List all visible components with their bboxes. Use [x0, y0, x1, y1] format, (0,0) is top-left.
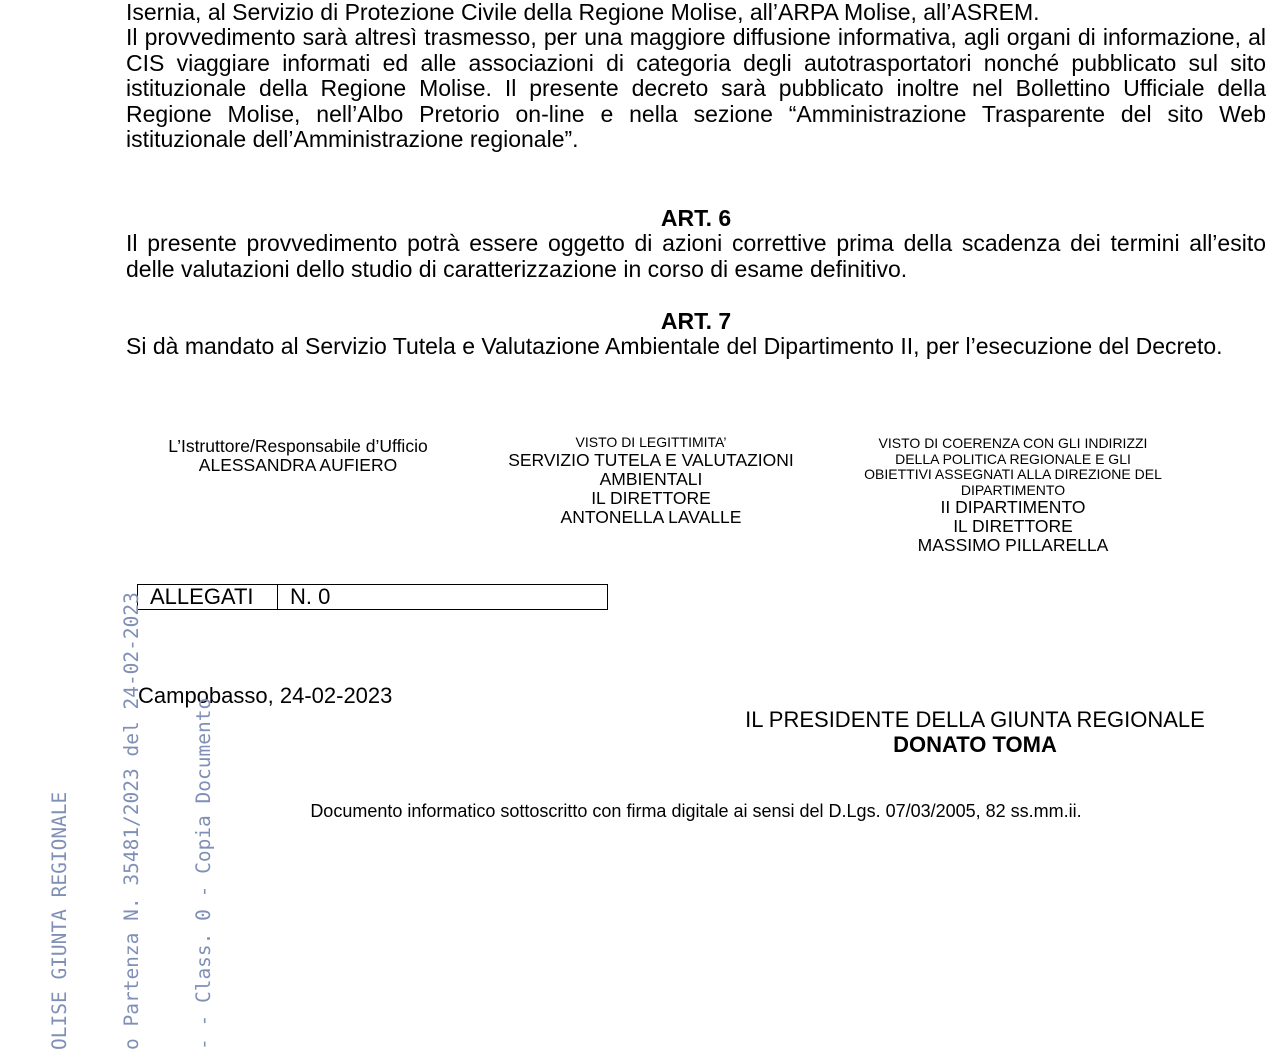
istruttore-signature-block — [148, 437, 448, 475]
president-title: IL PRESIDENTE DELLA GIUNTA REGIONALE — [745, 707, 1205, 732]
legittimita-role: IL DIRETTORE — [591, 487, 711, 508]
art-7-text: Si dà mandato al Servizio Tutela e Valutazione Ambientale del Dipartimento II, per l’esecuzione del Decreto. — [126, 333, 1223, 359]
coerenza-header-line2: DELLA POLITICA REGIONALE E GLI — [895, 450, 1131, 467]
legittimita-signature-block — [490, 435, 812, 527]
legittimita-service-line1: SERVIZIO TUTELA E VALUTAZIONI — [508, 449, 794, 470]
president-signature-block — [700, 707, 1250, 757]
coerenza-header-line3: OBIETTIVI ASSEGNATI ALLA DIREZIONE DEL — [864, 466, 1162, 482]
art-6-heading: ART. 6 — [660, 205, 732, 231]
coerenza-signature-block — [838, 436, 1188, 555]
watermark-line3: - - Class. 0 - Copia Documento — [192, 697, 215, 1050]
watermark-line2: o Partenza N. 35481/2023 del 24-02-2023 — [120, 592, 143, 1050]
legittimita-service-line2: AMBIENTALI — [599, 468, 703, 489]
dissemination-paragraph: Il provvedimento sarà altresì trasmesso, per una maggiore diffusione informativa, agli organi di informazione, al CIS viaggiare informati ed alle associazioni di categoria degli autotrasportatori nonché pubblicato sul sito istituzionale della Regione Molise. Il presente decreto sarà pubblicato inoltre nel Bollettino Ufficiale della Regione Molise, nell’Albo Pretorio on-line e nella sezione “Amministrazione Trasparente del sito Web istituzionale dell’Amministrazione regionale”. — [126, 24, 1266, 153]
allegati-label: ALLEGATI — [138, 585, 278, 609]
watermark-line1: OLISE GIUNTA REGIONALE — [48, 791, 71, 1050]
coerenza-role: IL DIRETTORE — [953, 516, 1073, 536]
legittimita-header: VISTO DI LEGITTIMITA’ — [575, 434, 727, 450]
coerenza-header-line4: DIPARTIMENTO — [960, 481, 1066, 498]
art-6-text: Il presente provvedimento potrà essere oggetto di azioni correttive prima della scadenza dei termini all’esito delle valutazioni dello studio di caratterizzazione in corso di esame definitivo. — [126, 230, 1266, 282]
coerenza-department: II DIPARTIMENTO — [940, 497, 1086, 517]
allegati-value: N. 0 — [290, 584, 331, 609]
coerenza-name: MASSIMO PILLARELLA — [917, 535, 1109, 555]
istruttore-role: L’Istruttore/Responsabile d’Ufficio — [168, 436, 428, 456]
protocol-watermark — [0, 592, 240, 1050]
president-name: DONATO TOMA — [893, 732, 1057, 757]
digital-signature-note: Documento informatico sottoscritto con firma digitale ai sensi del D.Lgs. 07/03/2005, 82 ss.mm.ii. — [310, 801, 1082, 821]
place-date: Campobasso, 24-02-2023 — [138, 683, 393, 708]
legittimita-name: ANTONELLA LAVALLE — [560, 506, 742, 527]
art-7-heading: ART. 7 — [660, 308, 732, 334]
coerenza-header-line1: VISTO DI COERENZA CON GLI INDIRIZZI — [878, 435, 1148, 451]
intro-line: Isernia, al Servizio di Protezione Civile della Regione Molise, all’ARPA Molise, all’ASREM. — [126, 0, 1040, 25]
istruttore-name: ALESSANDRA AUFIERO — [198, 455, 398, 475]
